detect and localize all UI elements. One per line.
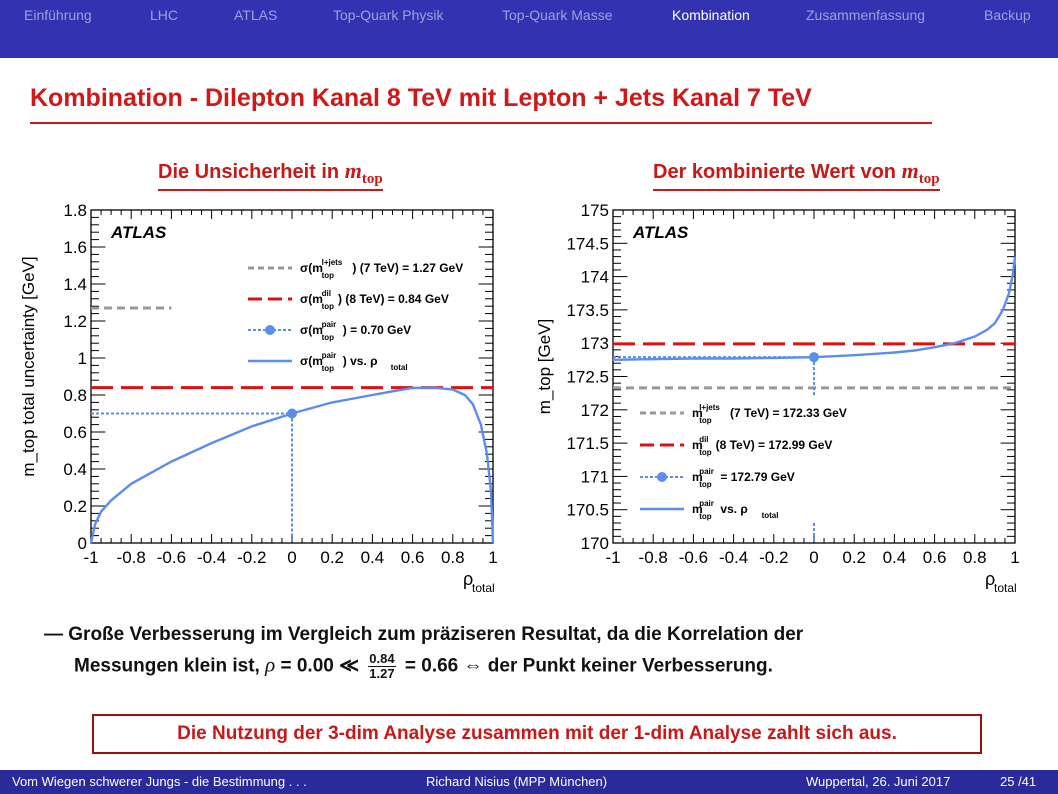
section-nav-bar xyxy=(0,0,1058,58)
y-tick-label: 172 xyxy=(580,400,609,420)
left-plot-heading xyxy=(158,158,383,191)
equation-part-b: = 0.66 ⇔ der Punkt keiner Verbesserung. xyxy=(399,655,773,677)
x-tick-label: -0.4 xyxy=(718,548,749,567)
right-plot-heading xyxy=(653,158,940,191)
y-tick-label: 0.6 xyxy=(63,423,87,442)
legend-text-tail-sub: total xyxy=(390,363,408,372)
nav-item-atlas[interactable]: ATLAS xyxy=(234,7,278,23)
y-tick-label: 174 xyxy=(580,267,609,287)
footer-talk-title[interactable]: Vom Wiegen schwerer Jungs - die Bestimmung . . . xyxy=(12,774,307,789)
x-tick-label: -0.6 xyxy=(678,548,709,567)
legend-text-sub: top xyxy=(321,364,335,373)
x-tick-label: -1 xyxy=(605,548,621,567)
right-heading-symbol: m xyxy=(901,158,919,183)
y-tick-label: 173.5 xyxy=(566,300,609,320)
x-tick-label: -0.6 xyxy=(156,548,187,567)
plot-frame xyxy=(613,210,1015,543)
left-heading-subscript: top xyxy=(361,171,383,187)
nav-item-zusammenfassung[interactable]: Zusammenfassung xyxy=(806,7,926,23)
slide-title: Kombination - Dilepton Kanal 8 TeV mit Lepton + Jets Kanal 7 TeV xyxy=(30,84,812,112)
x-tick-label: 0 xyxy=(809,548,819,567)
legend-text-base: σ(m xyxy=(300,323,323,337)
x-tick-label: -0.8 xyxy=(116,548,146,567)
x-tick-label: 0.4 xyxy=(882,548,907,567)
nav-item-kombination[interactable]: Kombination xyxy=(672,7,750,23)
x-axis-title: ρ xyxy=(463,569,474,589)
conclusion-box xyxy=(92,714,982,754)
y-tick-label: 172.5 xyxy=(566,367,609,387)
legend-text-sub: top xyxy=(699,480,712,489)
left-heading-symbol: m xyxy=(344,158,362,183)
legend-text-base: σ(m xyxy=(300,261,323,275)
conclusion-text: Die Nutzung der 3-dim Analyse zusammen mit der 1-dim Analyse zahlt sich aus. xyxy=(177,723,897,744)
x-tick-label: 0.8 xyxy=(962,548,987,567)
legend-text-sup: pair xyxy=(321,320,337,329)
x-tick-label: 0.2 xyxy=(320,548,345,567)
x-tick-label: 0 xyxy=(287,548,297,567)
legend-text-tail: (8 TeV) = 172.99 GeV xyxy=(715,438,833,452)
x-tick-label: 0.6 xyxy=(922,548,947,567)
body-line-1-text: Große Verbesserung im Vergleich zum präziseren Resultat, da die Korrelation der xyxy=(68,624,804,645)
x-tick-label: 0.2 xyxy=(842,548,867,567)
y-tick-label: 170 xyxy=(580,534,609,553)
legend-text-tail: ) (7 TeV) = 1.27 GeV xyxy=(352,261,464,275)
x-tick-label: 0.4 xyxy=(360,548,385,567)
legend-text-tail: ) (8 TeV) = 0.84 GeV xyxy=(338,292,449,306)
x-tick-label: 0.8 xyxy=(440,548,465,567)
legend-text-tail: = 172.79 GeV xyxy=(720,470,795,484)
footer-author[interactable]: Richard Nisius (MPP München) xyxy=(426,774,608,789)
nav-item-top-quark-physik[interactable]: Top-Quark Physik xyxy=(333,7,444,23)
y-tick-label: 174.5 xyxy=(566,234,609,254)
legend-text-sup: l+jets xyxy=(321,258,343,267)
y-tick-label: 175 xyxy=(580,201,609,220)
rho-symbol: ρ xyxy=(265,652,276,677)
legend-text-sup: dil xyxy=(321,289,331,298)
right-heading-text: Der kombinierte Wert von xyxy=(653,161,902,183)
x-tick-label: -0.8 xyxy=(638,548,668,567)
fraction-denominator: 1.27 xyxy=(369,666,395,681)
nav-item-top-quark-masse[interactable]: Top-Quark Masse xyxy=(502,7,613,23)
y-tick-label: 1.2 xyxy=(63,312,87,331)
y-axis-label: m_top [GeV] xyxy=(535,318,554,415)
x-axis-title-subscript: total xyxy=(994,581,1017,595)
y-tick-label: 171.5 xyxy=(566,434,609,454)
legend-text-sub: top xyxy=(321,302,335,311)
footer-date-place[interactable]: Wuppertal, 26. Juni 2017 xyxy=(806,774,951,789)
x-tick-label: 1 xyxy=(488,548,498,567)
legend-text-tail: ) = 0.70 GeV xyxy=(342,323,412,337)
legend-text-base: m xyxy=(692,470,703,484)
y-tick-label: 0.4 xyxy=(63,460,87,479)
y-tick-label: 0 xyxy=(77,534,87,553)
legend-text-base: m xyxy=(692,502,703,516)
nav-item-lhc[interactable]: LHC xyxy=(150,7,179,23)
body-line-2-text: Messungen klein ist, xyxy=(74,655,266,677)
x-tick-label: -0.2 xyxy=(237,548,267,567)
legend-text-tail: ) vs. ρ xyxy=(342,354,378,368)
legend-text-sub: top xyxy=(699,512,712,521)
y-tick-label: 1.4 xyxy=(63,275,87,294)
body-line-2 xyxy=(74,652,773,681)
legend-marker-pair xyxy=(657,472,667,482)
right-heading-subscript: top xyxy=(918,171,940,187)
equation-part-a: = 0.00 ≪ xyxy=(275,655,365,677)
y-tick-label: 171 xyxy=(580,467,609,487)
footer-bar xyxy=(0,770,1058,794)
legend-text-sub: top xyxy=(321,271,335,280)
nav-item-backup[interactable]: Backup xyxy=(984,7,1031,23)
nav-item-einfuehrung[interactable]: Einführung xyxy=(24,7,92,23)
x-axis-title: ρ xyxy=(985,569,996,589)
fraction xyxy=(368,652,395,681)
legend-text-sup: dil xyxy=(699,435,709,444)
bullet-dash: — xyxy=(44,624,63,645)
y-tick-label: 0.2 xyxy=(63,497,87,516)
atlas-label: ATLAS xyxy=(633,223,689,242)
y-tick-label: 1.8 xyxy=(63,201,87,220)
legend-text-sub: top xyxy=(699,448,712,457)
left-heading-text: Die Unsicherheit in xyxy=(158,161,345,183)
x-tick-label: -0.2 xyxy=(759,548,789,567)
combined-value-plot xyxy=(528,195,1040,605)
legend-text-sup: pair xyxy=(699,499,714,508)
x-tick-label: 0.6 xyxy=(400,548,425,567)
legend-marker-pair xyxy=(265,325,275,335)
title-underline xyxy=(30,122,932,124)
legend-text-sup: pair xyxy=(699,467,714,476)
x-tick-label: 1 xyxy=(1010,548,1020,567)
atlas-label: ATLAS xyxy=(111,223,167,242)
legend-text-tail: vs. ρ xyxy=(720,502,748,516)
legend-text-sup: pair xyxy=(321,351,337,360)
y-axis-label: m_top total uncertainty [GeV] xyxy=(19,256,38,477)
legend-text-sub: top xyxy=(321,333,335,342)
legend-text-base: σ(m xyxy=(300,292,323,306)
legend-text-base: m xyxy=(692,438,703,452)
legend-text-sup: l+jets xyxy=(699,403,720,412)
x-axis-title-subscript: total xyxy=(472,581,495,595)
legend-text-base: σ(m xyxy=(300,354,323,368)
y-tick-label: 1.6 xyxy=(63,238,87,257)
plot-frame xyxy=(91,210,493,543)
uncertainty-plot xyxy=(18,195,518,605)
y-tick-label: 170.5 xyxy=(566,500,609,520)
y-tick-label: 173 xyxy=(580,334,609,354)
y-tick-label: 1 xyxy=(77,349,87,368)
legend-text-tail: (7 TeV) = 172.33 GeV xyxy=(730,406,847,420)
legend-text-sub: top xyxy=(699,416,712,425)
y-tick-label: 0.8 xyxy=(63,386,87,405)
fraction-numerator: 0.84 xyxy=(369,651,395,666)
legend-text-tail-sub: total xyxy=(761,511,779,520)
x-tick-label: -1 xyxy=(83,548,99,567)
body-line-1 xyxy=(44,624,803,646)
legend-text-base: m xyxy=(692,406,703,420)
footer-page-number: 25 /41 xyxy=(1000,774,1037,789)
x-tick-label: -0.4 xyxy=(196,548,227,567)
